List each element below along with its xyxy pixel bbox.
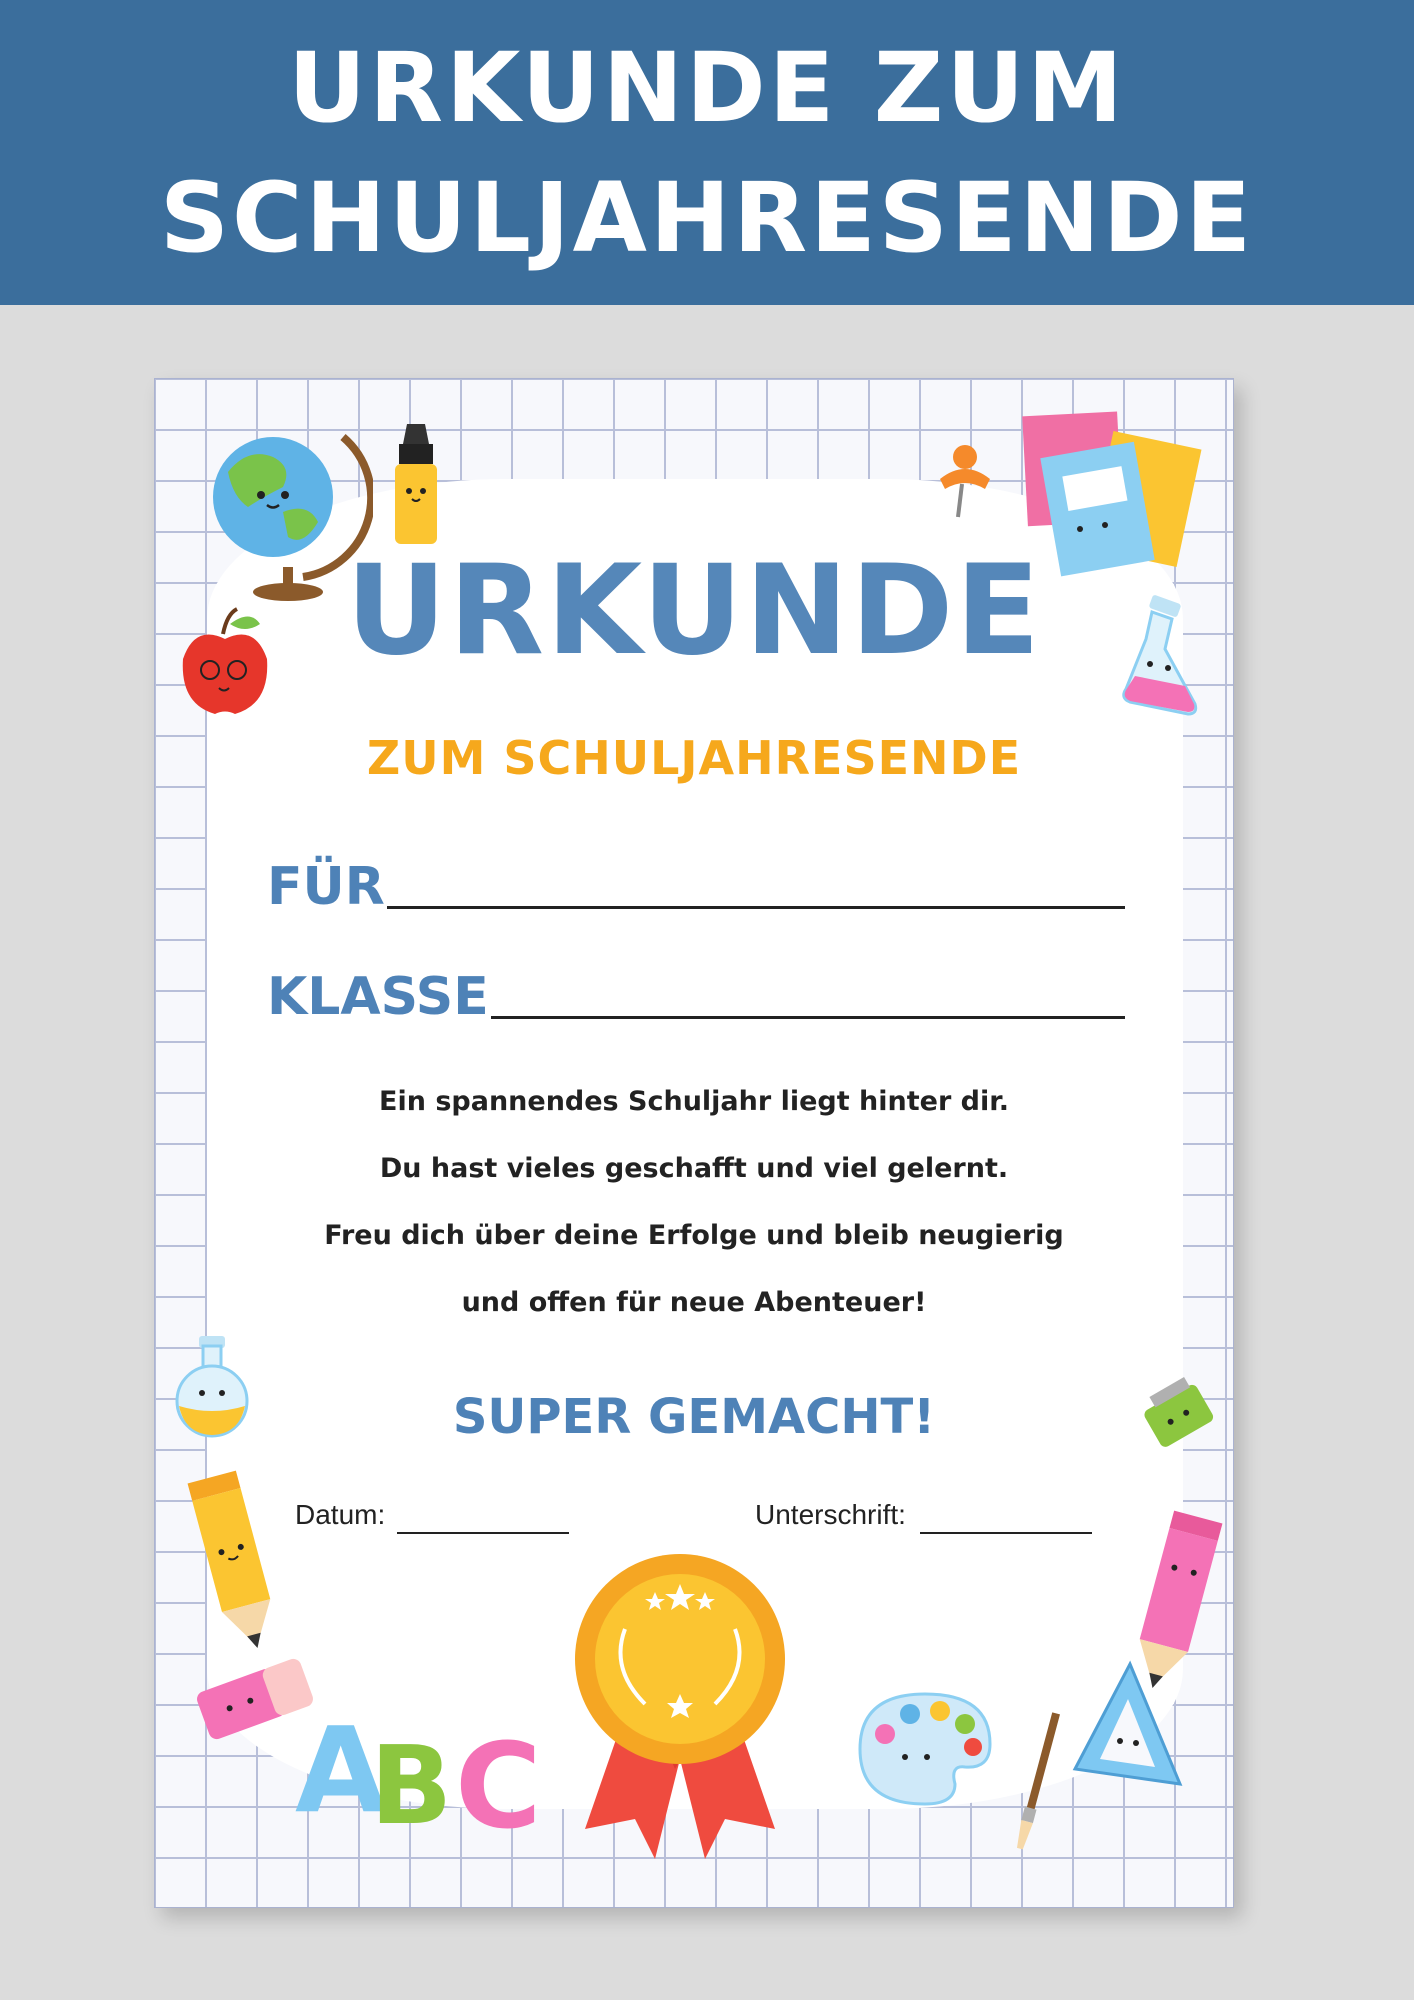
certificate-sheet (154, 378, 1234, 1908)
certificate-title: URKUNDE (345, 539, 1043, 683)
letter-b: B (370, 1724, 453, 1849)
for-name-line[interactable] (387, 906, 1125, 909)
class-label: KLASSE (267, 967, 489, 1027)
medal-icon (555, 1529, 805, 1859)
closing-text: SUPER GEMACHT! (452, 1389, 936, 1445)
message-line-2: Du hast vieles geschafft und viel gelernt. (379, 1153, 1009, 1184)
paintbrush-icon (1013, 1701, 1063, 1861)
yellow-pencil-icon (175, 1469, 295, 1659)
signature-line[interactable] (920, 1532, 1092, 1534)
message-line-3: Freu dich über deine Erfolge und bleib neugierig (324, 1220, 1064, 1251)
letter-a: A (295, 1701, 387, 1839)
triangle-ruler-icon (1070, 1659, 1185, 1799)
letter-c: C (455, 1717, 542, 1855)
date-label: Datum: (295, 1499, 386, 1530)
pushpin-icon (930, 439, 1000, 519)
marker-icon (385, 419, 445, 549)
message-line-1: Ein spannendes Schuljahr liegt hinter dir. (379, 1086, 1009, 1117)
header-banner (0, 0, 1414, 305)
for-label: FÜR (267, 857, 385, 917)
palette-icon (855, 1689, 995, 1809)
class-line[interactable] (491, 1016, 1125, 1019)
date-line[interactable] (397, 1532, 569, 1534)
certificate-subtitle: ZUM SCHULJAHRESENDE (366, 731, 1022, 785)
banner-title-line-1: URKUNDE ZUM (288, 31, 1126, 144)
message-line-4: und offen für neue Abenteuer! (461, 1287, 927, 1318)
banner-title-line-2: SCHULJAHRESENDE (159, 161, 1255, 274)
signature-label: Unterschrift: (755, 1499, 906, 1530)
